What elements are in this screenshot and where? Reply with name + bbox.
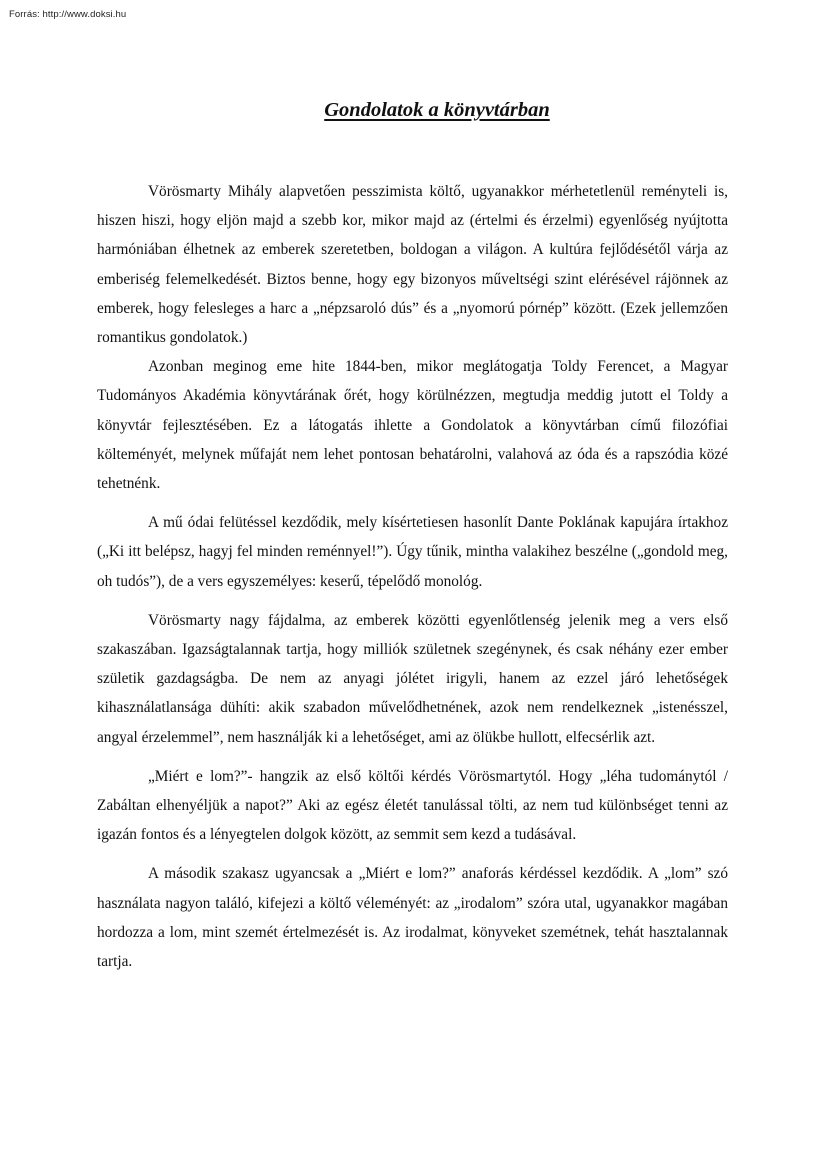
paragraph-intro: Vörösmarty Mihály alapvetően pesszimista költő, ugyanakkor mérhetetlenül reményteli is, hiszen hiszi, hogy eljön majd a szebb kor, mikor majd az (értelmi és érzelmi) egyenlőség nyújtotta harmóniában élhetnek az emberek szeretetben, boldogan a világon. A kultúra fejlődésétől várja az emberiség felemelkedését. Biztos benne, hogy egy bizonyos műveltségi szint elérésével rájönnek az emberek, hogy felesleges a harc a „népzsaroló dús” és a „nyomorú pórnép” között. (Ezek jellemzően romantikus gondolatok.) xyxy=(97,183,728,347)
paragraph-inequality: Vörösmarty nagy fájdalma, az emberek közötti egyenlőtlenség jelenik meg a vers első szakaszában. Igazságtalannak tartja, hogy milliók születnek szegénynek, és csak néhány ezer ember születik gazdagságba. De nem az anyagi jólétet irigyli, hanem az ezzel járó lehetőségek kihasználatlansága dühíti: akik szabadon művelődhetnének, azok nem rendelkeznek „istenésszel, angyal érzelemmel”, nem használják ki a lehetőséget, ami az ölükbe hullott, elfecsérlik azt. xyxy=(97,611,728,746)
page-title: Gondolatok a könyvtárban xyxy=(324,99,550,121)
paragraph-visit: Azonban meginog eme hite 1844-ben, mikor meglátogatja Toldy Ferencet, a Magyar Tudományos Akadémia könyvtárának őrét, hogy körülnézzen, megtudja meddig jutott el Toldy a könyvtár fejlesztésében. Ez a látogatás ihlette a Gondolatok a könyvtárban című filozófiai költeményét, melynek műfaját nem lehet pontosan behatárolni, valahová az óda és a rapszódia közé tehetnénk. xyxy=(97,358,728,493)
document-body xyxy=(97,177,728,976)
paragraph-first-question: „Miért e lom?”- hangzik az első költői kérdés Vörösmartytól. Hogy „léha tudománytól / Zabáltan elhenyéljük a napot?” Aki az egész életét tanulással tölti, az nem tud különbséget tenni az igazán fontos és a lényegtelen dolgok között, az semmit sem kezd a tudásával. xyxy=(97,767,728,844)
source-url: Forrás: http://www.doksi.hu xyxy=(9,9,127,20)
paragraph-opening: A mű ódai felütéssel kezdődik, mely kísértetiesen hasonlít Dante Poklának kapujára írtakhoz („Ki itt belépsz, hagyj fel minden reménnyel!”). Úgy tűnik, mintha valakihez beszélne („gondold meg, oh tudós”), de a vers egyszemélyes: keserű, tépelődő monológ. xyxy=(97,514,728,590)
paragraph-second-stanza: A második szakasz ugyancsak a „Miért e lom?” anaforás kérdéssel kezdődik. A „lom” szó használata nagyon találó, kifejezi a költő véleményét: az „irodalom” szóra utal, ugyanakkor magában hordozza a lom, mint szemét értelmezését is. Az irodalmat, könyveket szemétnek, tehát hasztalannak tartja. xyxy=(97,865,728,971)
